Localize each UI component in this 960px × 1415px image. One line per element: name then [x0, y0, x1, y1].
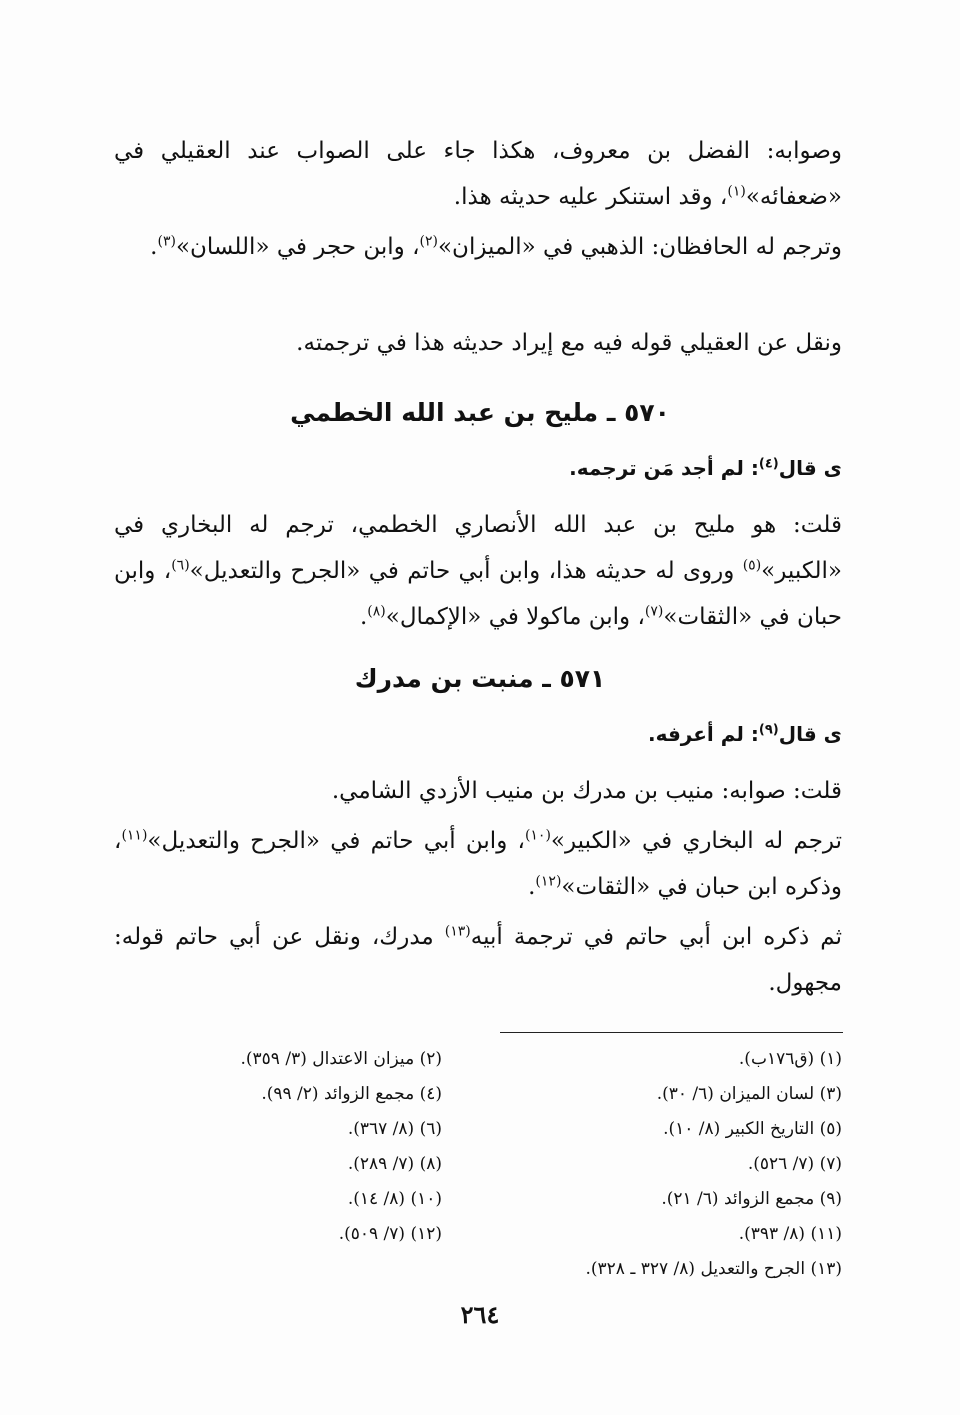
footnote-ref[interactable]: (٣) — [157, 233, 176, 250]
paragraph-1 — [114, 128, 842, 220]
page-number: ٢٦٤ — [460, 1300, 500, 1329]
paragraph-text: قلت: هو مليح بن عبد الله الأنصاري الخطمي، ترجم له البخاري في «الكبير» — [114, 512, 842, 584]
footnote-ref[interactable]: (٩) — [758, 722, 779, 738]
paragraph-text: ، وذكره ابن حبان في «الثقات» — [114, 828, 842, 900]
footnote-ref[interactable]: (٤) — [758, 456, 779, 472]
paragraph-text: مدرك، ونقل عن أبي حاتم قوله: مجهول. — [114, 924, 842, 996]
footnote-1: (١) (ق١٧٦ب). — [738, 1049, 842, 1069]
paragraph-text: ، وقد استنكر عليه حديثه هذا. — [453, 184, 728, 210]
entry-heading-571: ٥٧١ ـ منبت بن مدرك — [354, 664, 606, 693]
paragraph-text: ونقل عن العقيلي قوله فيه مع إيراد حديثه هذا في ترجمته. — [296, 330, 842, 356]
footnote-11: (١١) (٨/ ٣٩٣). — [738, 1224, 842, 1244]
footnote-5: (٥) التاريخ الكبير (٨/ ١٠). — [663, 1119, 842, 1139]
paragraph-text: ، وابن أبي حاتم في «الجرح والتعديل» — [147, 828, 525, 854]
footnote-ref[interactable]: (٢) — [419, 233, 438, 250]
footnote-4: (٤) مجمع الزوائد (٢/ ٩٩). — [261, 1084, 442, 1104]
paragraph-text: ثم ذكره ابن أبي حاتم في ترجمة أبيه — [470, 924, 842, 950]
paragraph-text: . — [359, 604, 368, 630]
footnote-ref[interactable]: (١٠) — [524, 827, 551, 844]
footnote-ref[interactable]: (٦) — [171, 557, 190, 574]
footnote-8: (٨) (٧/ ٢٨٩). — [347, 1154, 442, 1174]
paragraph-text: . — [528, 874, 536, 900]
paragraph-text: قلت: صوابه: منيب بن مدرك بن منيب الأزدي الشامي. — [331, 778, 842, 804]
qal-label: ى قال — [778, 456, 842, 480]
footnote-12: (١٢) (٧/ ٥٠٩). — [338, 1224, 442, 1244]
footnote-separator — [500, 1032, 843, 1033]
paragraph-text: ، وابن حجر في «اللسان» — [175, 234, 420, 260]
paragraph-7 — [114, 914, 842, 1006]
qal-line-570 — [114, 456, 842, 480]
footnote-ref[interactable]: (١) — [727, 183, 746, 200]
footnote-7: (٧) (٧/ ٥٢٦). — [747, 1154, 842, 1174]
footnote-ref[interactable]: (٥) — [742, 557, 762, 574]
paragraph-5 — [114, 768, 842, 814]
paragraph-4 — [114, 502, 842, 640]
entry-heading-570: ٥٧٠ ـ مليح بن عبد الله الخطمي — [290, 398, 670, 427]
paragraph-text: . — [150, 234, 158, 260]
footnote-13: (١٣) الجرح والتعديل (٨/ ٣٢٧ ـ ٣٢٨). — [585, 1259, 842, 1279]
paragraph-2 — [114, 224, 842, 270]
footnote-3: (٣) لسان الميزان (٦/ ٣٠). — [656, 1084, 842, 1104]
paragraph-3 — [114, 320, 842, 366]
footnote-ref[interactable]: (١٣) — [444, 923, 471, 940]
paragraph-text: وترجم له الحافظان: الذهبي في «الميزان» — [437, 234, 842, 260]
qal-text: : لم أعرفه. — [647, 722, 759, 746]
qal-label: ى قال — [778, 722, 842, 746]
paragraph-text: ، وابن حبان في «الثقات» — [114, 558, 842, 630]
footnote-10: (١٠) (٨/ ١٤). — [347, 1189, 442, 1209]
paragraph-6 — [114, 818, 842, 910]
footnote-ref[interactable]: (١١) — [121, 827, 148, 844]
paragraph-text: وروى له حديثه هذا، وابن أبي حاتم في «الجرح والتعديل» — [189, 558, 743, 584]
footnote-ref[interactable]: (٧) — [644, 603, 664, 620]
paragraph-text: وصوابه: الفضل بن معروف، هكذا جاء على الصواب عند العقيلي في «ضعفائه» — [114, 138, 842, 210]
footnote-ref[interactable]: (٨) — [367, 603, 386, 620]
footnote-2: (٢) ميزان الاعتدال (٣/ ٣٥٩). — [240, 1049, 442, 1069]
footnote-9: (٩) مجمع الزوائد (٦/ ٢١). — [661, 1189, 842, 1209]
footnote-6: (٦) (٨/ ٣٦٧). — [347, 1119, 442, 1139]
paragraph-text: ، وابن ماكولا في «الإكمال» — [385, 604, 645, 630]
footnote-ref[interactable]: (١٢) — [535, 873, 562, 890]
qal-line-571 — [114, 722, 842, 746]
paragraph-text: ترجم له البخاري في «الكبير» — [550, 828, 842, 854]
qal-text: : لم أجد مَن ترجمه. — [569, 456, 759, 480]
